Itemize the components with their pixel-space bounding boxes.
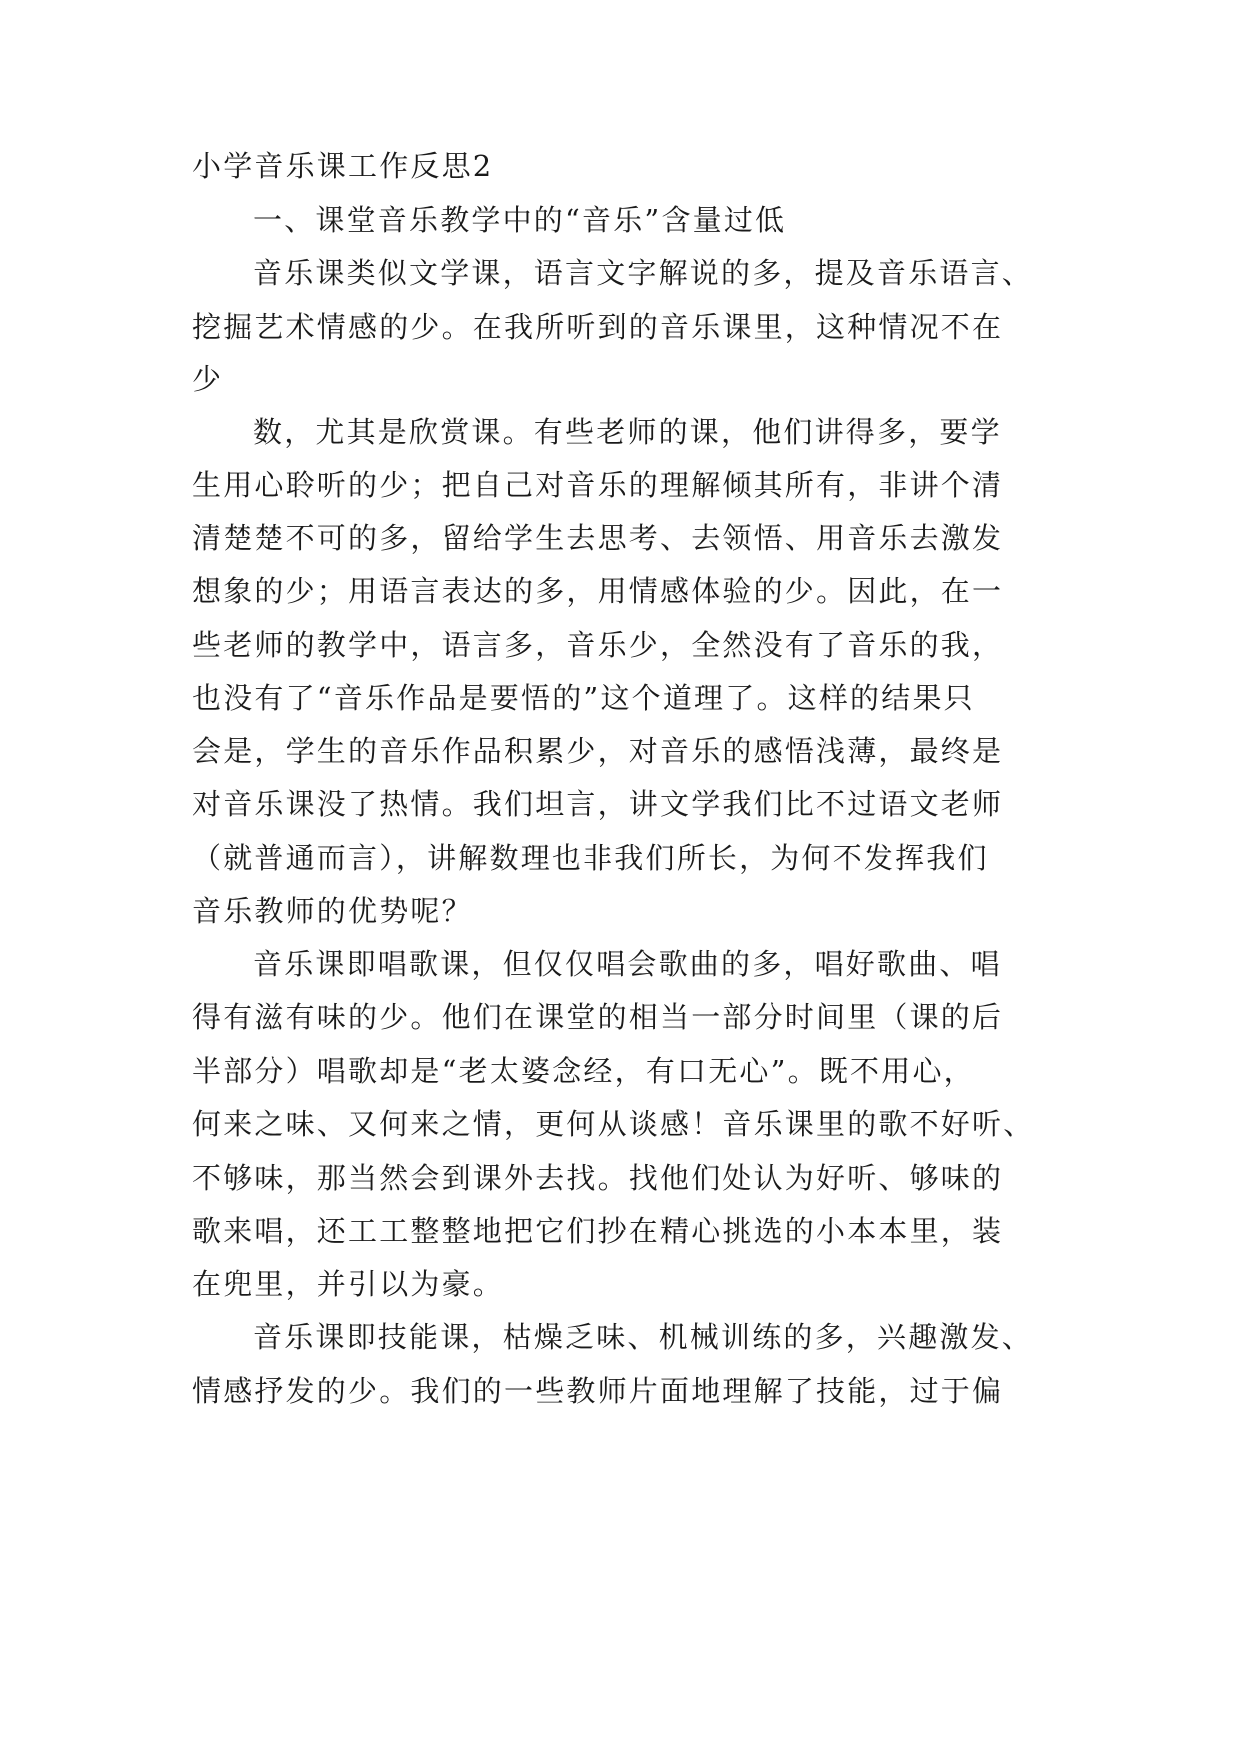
paragraph-line: （就普通而言），讲解数理也非我们所长，为何不发挥我们: [192, 841, 989, 875]
paragraph-line: 些老师的教学中，语言多，音乐少，全然没有了音乐的我，: [192, 628, 1004, 662]
paragraph-line: 在兜里，并引以为豪。: [192, 1267, 505, 1301]
paragraph-line: 歌来唱，还工工整整地把它们抄在精心挑选的小本本里，装: [192, 1214, 1004, 1248]
paragraph-line: 何来之味、又何来之情，更何从谈感！音乐课里的歌不好听、: [192, 1107, 1035, 1141]
paragraph-line: 清楚楚不可的多，留给学生去思考、去领悟、用音乐去激发: [192, 521, 1004, 555]
paragraph-line: 情感抒发的少。我们的一些教师片面地理解了技能，过于偏: [192, 1374, 1004, 1408]
paragraph-line: 少: [192, 362, 224, 396]
paragraph-line: 数，尤其是欣赏课。有些老师的课，他们讲得多，要学: [253, 415, 1002, 449]
paragraph-line: 对音乐课没了热情。我们坦言，讲文学我们比不过语文老师: [192, 787, 1004, 821]
section-heading: 一、课堂音乐教学中的“音乐”含量过低: [253, 203, 787, 237]
paragraph-line: 音乐课类似文学课，语言文字解说的多，提及音乐语言、: [253, 256, 1034, 290]
paragraph-line: 音乐教师的优势呢？: [192, 894, 473, 928]
document-title: 小学音乐课工作反思2: [192, 149, 494, 183]
paragraph-line: 挖掘艺术情感的少。在我所听到的音乐课里，这种情况不在: [192, 310, 1004, 344]
paragraph-line: 半部分）唱歌却是“老太婆念经，有口无心”。既不用心，: [192, 1054, 975, 1088]
paragraph-line: 音乐课即技能课，枯燥乏味、机械训练的多，兴趣激发、: [253, 1320, 1034, 1354]
paragraph-line: 也没有了“音乐作品是要悟的”这个道理了。这样的结果只: [192, 681, 975, 715]
paragraph-line: 音乐课即唱歌课，但仅仅唱会歌曲的多，唱好歌曲、唱: [253, 947, 1002, 981]
paragraph-line: 得有滋有味的少。他们在课堂的相当一部分时间里（课的后: [192, 1000, 1004, 1034]
paragraph-line: 不够味，那当然会到课外去找。找他们处认为好听、够味的: [192, 1161, 1004, 1195]
paragraph-line: 会是，学生的音乐作品积累少，对音乐的感悟浅薄，最终是: [192, 734, 1004, 768]
paragraph-line: 生用心聆听的少；把自己对音乐的理解倾其所有，非讲个清: [192, 468, 1004, 502]
paragraph-line: 想象的少；用语言表达的多，用情感体验的少。因此，在一: [192, 574, 1004, 608]
